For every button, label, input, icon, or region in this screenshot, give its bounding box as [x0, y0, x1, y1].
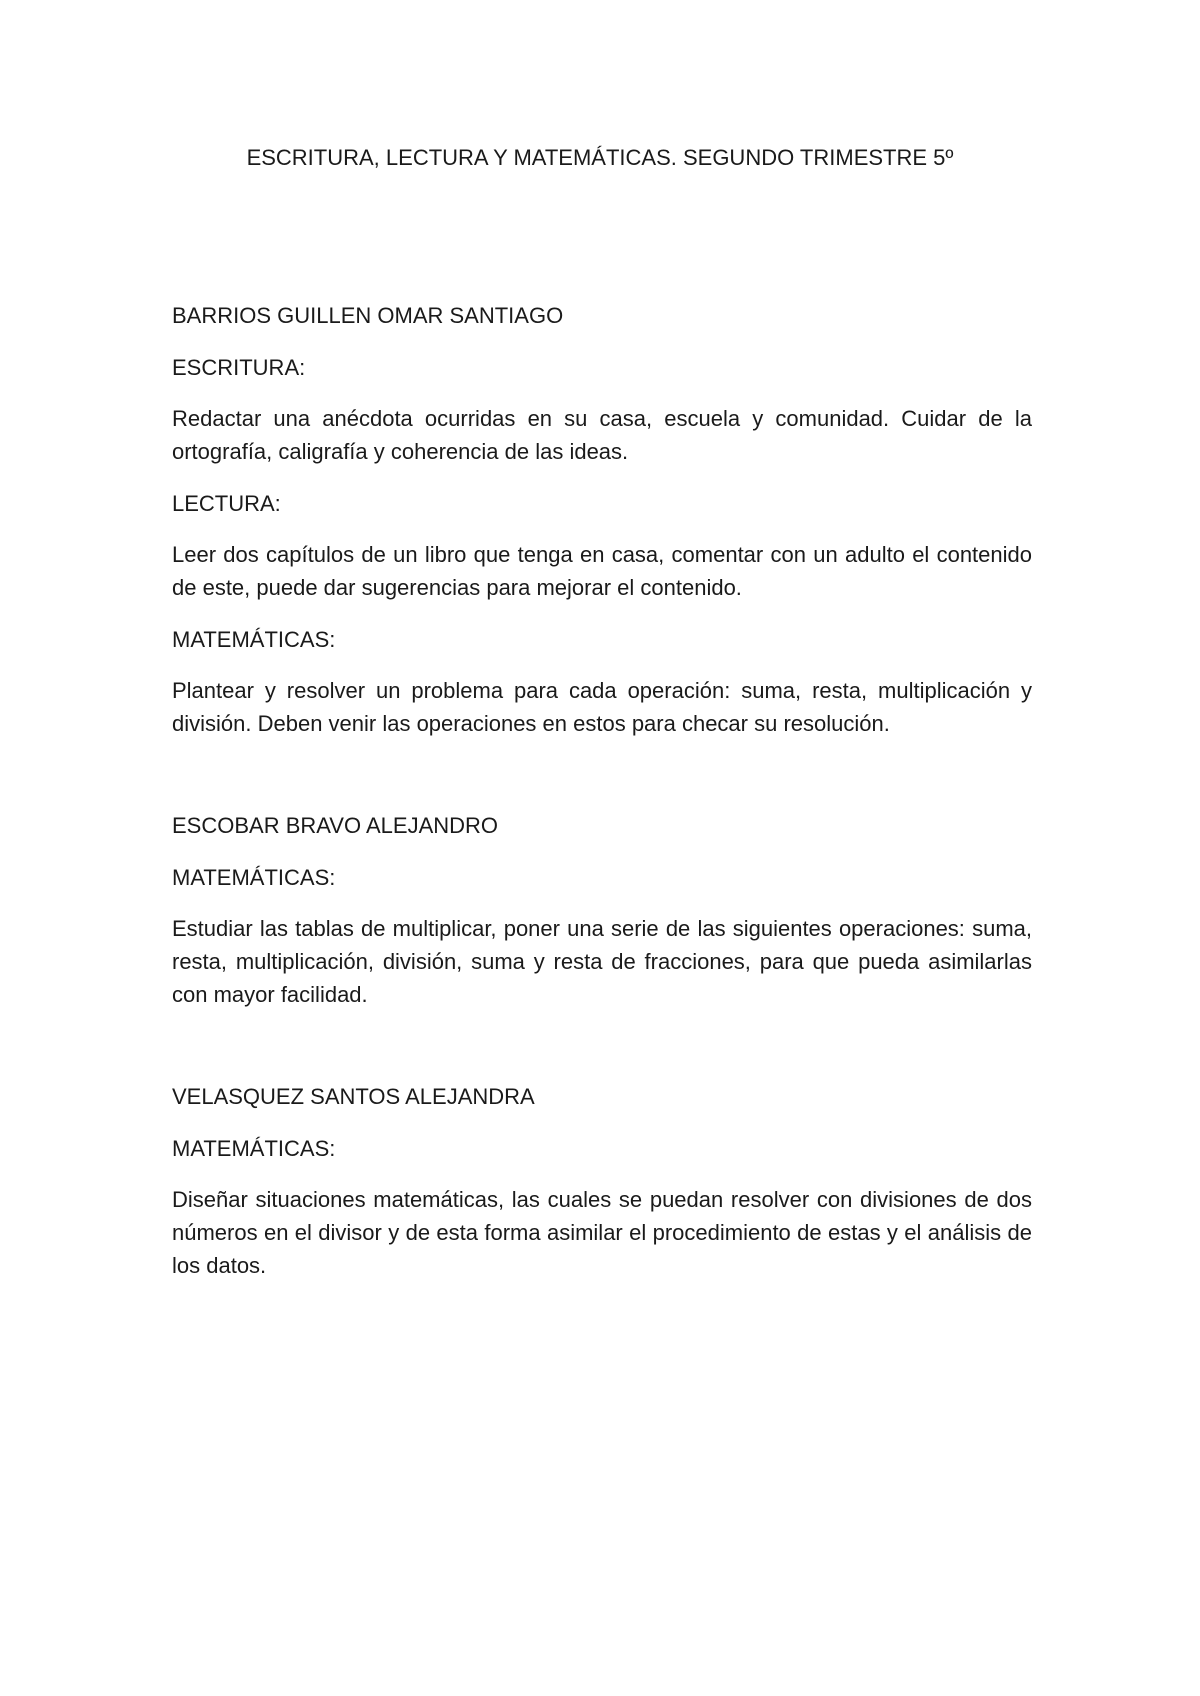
subject-text-matematicas: Plantear y resolver un problema para cada operación: suma, resta, multiplicación y división. Deben venir las operaciones en estos para checar su resolución. — [172, 678, 1032, 736]
document-body — [172, 300, 1032, 1302]
student-section-velasquez — [172, 1081, 1032, 1282]
subject-heading-matematicas: MATEMÁTICAS: — [172, 1136, 336, 1161]
student-name: ESCOBAR BRAVO ALEJANDRO — [172, 813, 499, 838]
subject-text-matematicas: Estudiar las tablas de multiplicar, poner una serie de las siguientes operaciones: suma, resta, multiplicación, división, suma y resta de fracciones, para que pueda asimilarlas con mayor facilidad. — [172, 916, 1032, 1007]
student-section-barrios — [172, 300, 1032, 740]
student-name: BARRIOS GUILLEN OMAR SANTIAGO — [172, 303, 564, 328]
subject-text-escritura: Redactar una anécdota ocurridas en su casa, escuela y comunidad. Cuidar de la ortografía, caligrafía y coherencia de las ideas. — [172, 406, 1032, 464]
subject-text-matematicas: Diseñar situaciones matemáticas, las cuales se puedan resolver con divisiones de dos números en el divisor y de esta forma asimilar el procedimiento de estas y el análisis de los datos. — [172, 1187, 1032, 1278]
student-section-escobar — [172, 810, 1032, 1011]
subject-heading-escritura: ESCRITURA: — [172, 355, 306, 380]
subject-heading-matematicas: MATEMÁTICAS: — [172, 627, 336, 652]
document-title: ESCRITURA, LECTURA Y MATEMÁTICAS. SEGUNDO TRIMESTRE 5º — [246, 145, 954, 170]
subject-text-lectura: Leer dos capítulos de un libro que tenga en casa, comentar con un adulto el contenido de este, puede dar sugerencias para mejorar el contenido. — [172, 542, 1032, 600]
student-name: VELASQUEZ SANTOS ALEJANDRA — [172, 1084, 535, 1109]
subject-heading-matematicas: MATEMÁTICAS: — [172, 865, 336, 890]
subject-heading-lectura: LECTURA: — [172, 491, 281, 516]
